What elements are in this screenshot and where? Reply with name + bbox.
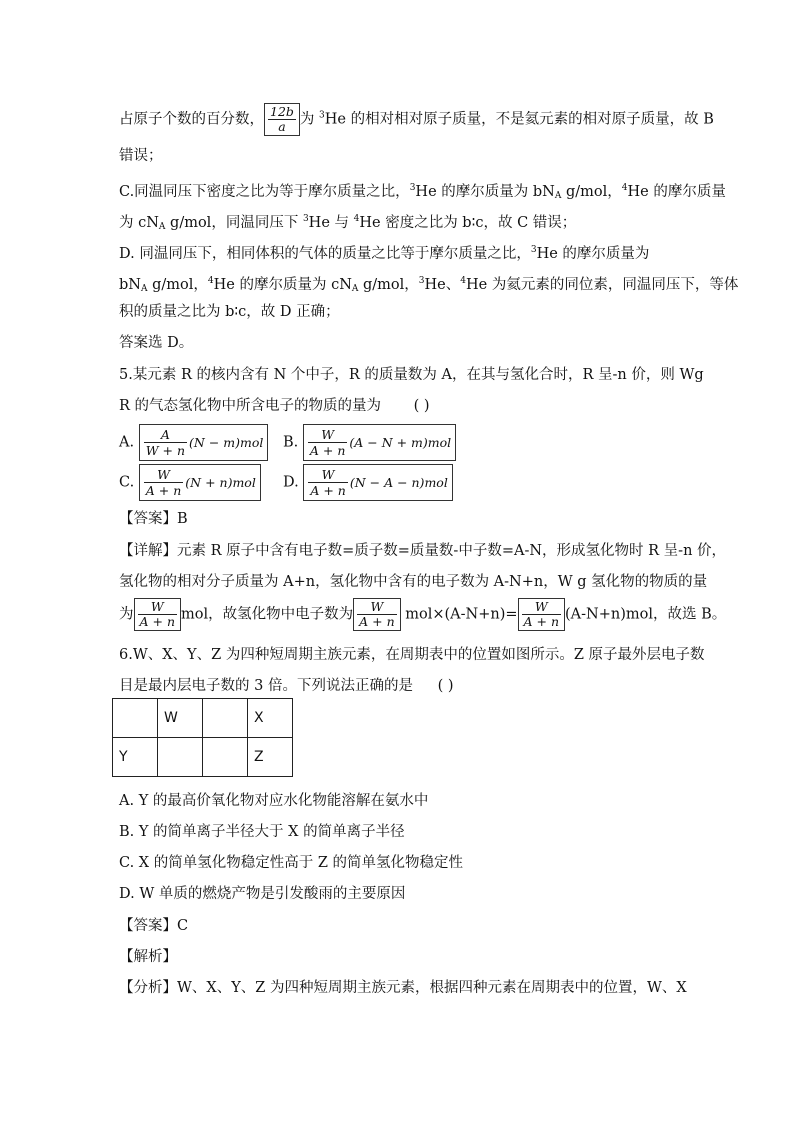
table-cell: Z (248, 738, 293, 777)
frac-num: W (308, 467, 348, 483)
option-d-formula (303, 464, 453, 501)
frac-den: A + n (359, 614, 395, 629)
q6-answer (119, 916, 188, 936)
subscript: A (140, 284, 148, 294)
frac-den: W + n (145, 443, 186, 458)
text-seg: 为 (299, 111, 320, 128)
option-label: B. (283, 434, 299, 451)
fraction-w-a-n (134, 598, 182, 631)
text-seg: He 与 (308, 215, 354, 231)
superscript: 3 (319, 110, 325, 121)
frac-num: W (138, 600, 178, 615)
text-seg: g/mol， (561, 184, 622, 200)
frac-num: W (522, 600, 562, 615)
fraction-12b-a (264, 103, 300, 136)
q5-detail-line-3 (119, 598, 726, 631)
superscript: 3 (302, 214, 309, 224)
periodic-table-grid (112, 698, 293, 777)
text-seg: 目是最内层电子数的 3 倍。下列说法正确的是 (119, 678, 413, 694)
table-cell (203, 699, 248, 738)
frac-num: W (357, 600, 397, 615)
frac-den: a (278, 119, 286, 134)
formula-tail: (N − m)mol (189, 434, 264, 450)
q6-fenxi (119, 978, 687, 998)
q5-detail-line-2: 氢化物的相对分子质量为 A+n，氢化物中含有的电子数为 A-N+n，W g 氢化物的物质的量 (119, 574, 708, 590)
superscript: 3 (418, 276, 425, 286)
frac-den: A + n (139, 614, 175, 629)
superscript: 3 (530, 245, 537, 255)
table-cell (203, 738, 248, 777)
formula-tail: (N + n)mol (185, 474, 256, 490)
text-seg: D. 同温同压下，相同体积的气体的质量之比等于摩尔质量之比， (119, 246, 531, 262)
option-b-formula (303, 424, 456, 461)
q5-option-a (119, 424, 268, 461)
text-seg: bN (119, 277, 141, 293)
q5-answer (119, 509, 188, 529)
option-c-formula (139, 464, 261, 501)
q6-option-d: D. W 单质的燃烧产物是引发酸雨的主要原因 (119, 886, 406, 902)
q6-option-a: A. Y 的最高价氧化物对应水化物能溶解在氨水中 (119, 793, 429, 809)
text-line-6 (119, 271, 738, 299)
subscript: A (351, 284, 359, 294)
answer-tag: 【答案】 (119, 511, 177, 527)
detail-tag: 【详解】 (119, 543, 177, 559)
frac-num: W (308, 427, 348, 443)
table-cell (158, 738, 203, 777)
text-seg: C.同温同压下密度之比为等于摩尔质量之比， (119, 184, 410, 200)
text-seg: 占原子个数的百分数， (119, 111, 264, 128)
q5-option-d (283, 464, 453, 501)
frac-den: A + n (310, 483, 346, 498)
text-seg: R 的气态氢化物中所含电子的物质的量为 (119, 398, 382, 414)
table-cell: X (248, 699, 293, 738)
frac-den: A + n (523, 614, 560, 629)
superscript: 4 (353, 214, 360, 224)
text-seg: He 的摩尔质量 (627, 184, 726, 200)
q6-option-b: B. Y 的简单离子半径大于 X 的简单离子半径 (119, 824, 405, 840)
text-seg: He 为氦元素的同位素，同温同压下，等体 (466, 277, 739, 293)
text-line-3 (119, 178, 726, 206)
text-line-7: 积的质量之比为 b∶c，故 D 正确； (119, 304, 340, 320)
superscript: 4 (207, 276, 214, 286)
formula-tail: (N − A − n)mol (349, 474, 448, 490)
table-cell (113, 699, 158, 738)
q6-stem-line-1: 6.W、X、Y、Z 为四种短周期主族元素，在周期表中的位置如图所示。Z 原子最外层电子数 (119, 647, 705, 663)
superscript: 4 (460, 276, 466, 286)
q6-option-c: C. X 的简单氢化物稳定性高于 Z 的简单氢化物稳定性 (119, 855, 464, 871)
text-line-5 (119, 240, 649, 264)
text-seg: mol，故氢化物中电子数为 (181, 606, 354, 623)
q5-option-b (283, 424, 456, 461)
text-line-4 (119, 209, 576, 237)
text-seg: g/mol， (147, 277, 208, 293)
text-seg: 为 (119, 606, 134, 623)
q5-option-c (119, 464, 261, 501)
frac-num: A (144, 427, 187, 443)
answer-paren: ( ) (437, 678, 454, 694)
option-label: C. (119, 474, 135, 491)
frac-den: A + n (309, 443, 346, 458)
frac-den: A + n (145, 483, 182, 498)
text-line-1 (119, 103, 714, 136)
text-seg: He 密度之比为 b∶c，故 C 错误； (359, 215, 577, 231)
table-cell: W (158, 699, 203, 738)
text-seg: g/mol，同温同压下 (165, 215, 303, 231)
text-seg: He 的摩尔质量为 (536, 246, 650, 262)
superscript: 3 (409, 183, 416, 193)
answer-tag: 【答案】 (119, 918, 177, 934)
text-seg: 元素 R 原子中含有电子数=质子数=质量数-中子数=A-N，形成氢化物时 R 呈-n 价， (177, 543, 727, 559)
q6-analysis-tag: 【解析】 (119, 949, 177, 965)
q6-stem-line-2 (119, 676, 454, 696)
fraction-w-a-n (353, 598, 401, 631)
subscript: A (158, 222, 166, 232)
text-seg: He 的相对相对原子质量，不是氦元素的相对原子质量，故 B (324, 111, 714, 128)
answer-paren: ( ) (413, 398, 430, 414)
table-row (113, 738, 293, 777)
answer-value: B (177, 511, 188, 527)
text-seg: g/mol， (358, 277, 419, 293)
frac-num: 12b (270, 104, 294, 119)
text-seg: mol×(A-N+n)= (400, 606, 518, 623)
superscript: 4 (621, 183, 628, 193)
q5-detail-line-1 (119, 541, 726, 561)
formula-tail: (A − N + m)mol (349, 434, 452, 450)
table-cell: Y (113, 738, 158, 777)
fraction-w-a-n (518, 598, 566, 631)
text-line-2: 错误； (119, 148, 163, 164)
option-label: A. (119, 434, 135, 451)
q5-stem-line-2 (119, 396, 430, 416)
text-seg: W、X、Y、Z 为四种短周期主族元素，根据四种元素在周期表中的位置，W、X (177, 980, 687, 996)
text-seg: 为 cN (119, 215, 159, 231)
text-seg: (A-N+n)mol，故选 B。 (565, 606, 727, 623)
text-line-8: 答案选 D。 (119, 335, 194, 351)
fenxi-tag: 【分析】 (119, 980, 177, 996)
option-a-formula (139, 424, 269, 461)
text-seg: He 的摩尔质量为 bN (415, 184, 555, 200)
table-row (113, 699, 293, 738)
frac-num: W (144, 467, 184, 483)
option-label: D. (283, 474, 299, 491)
answer-value: C (177, 918, 189, 934)
q5-stem-line-1: 5.某元素 R 的核内含有 N 个中子，R 的质量数为 A，在其与氢化合时，R 呈-n 价，则 Wg (119, 367, 704, 383)
text-seg: He、 (424, 277, 461, 293)
text-seg: He 的摩尔质量为 cN (213, 277, 352, 293)
subscript: A (554, 191, 562, 201)
